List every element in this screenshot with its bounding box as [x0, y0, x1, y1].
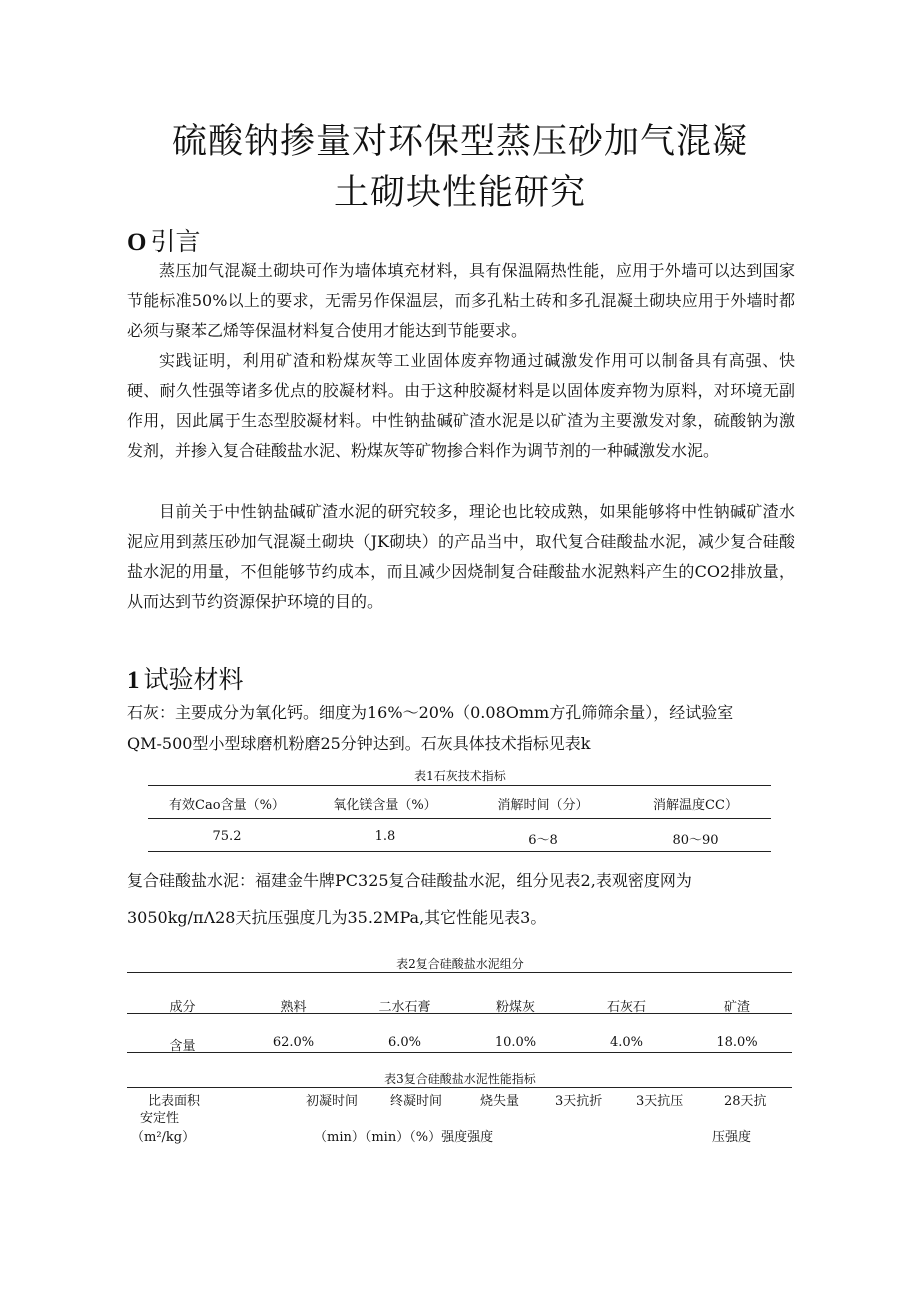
table3-unit-surface: （m²∕kg） — [131, 1130, 196, 1145]
table2-header: 粉煤灰 — [495, 1000, 535, 1015]
table2-header: 熟料 — [280, 1000, 307, 1015]
table2-value: 62.0% — [272, 1035, 315, 1050]
table3-units-row: （min）（min）（%）强度强度 — [314, 1130, 494, 1145]
table1-header: 消解温度CC） — [653, 798, 738, 813]
table2-value: 6.0% — [387, 1035, 422, 1050]
cement-description-line1: 复合硅酸盐水泥：福建金牛牌PC325复合硅酸盐水泥，组分见表2,表观密度网为 — [127, 871, 692, 890]
table2-value: 18.0% — [716, 1035, 758, 1050]
table1-value: 1.8 — [374, 829, 396, 844]
table3-top-rule — [127, 1087, 792, 1088]
cement-description-line2: 3050kg∕πΛ28天抗压强度几为35.2MPa,其它性能见表3。 — [127, 908, 547, 927]
section-title: 引言 — [150, 227, 201, 256]
table3-header-28d-cont: 压强度 — [712, 1130, 752, 1145]
section-heading-intro — [127, 222, 200, 258]
table2-header-rule — [127, 1013, 792, 1014]
table1-header: 消解时间（分） — [497, 798, 589, 813]
table2-header: 石灰石 — [606, 1000, 646, 1015]
table2-bottom-rule — [127, 1052, 792, 1053]
table2-value: 4.0% — [609, 1035, 644, 1050]
table3-header-initial-set: 初凝时间 — [306, 1094, 359, 1109]
section-number: 1 — [127, 667, 140, 694]
lime-description-line1: 石灰：主要成分为氧化钙。细度为16%～20%（0.08Omm方孔筛筛余量），经试验室 — [127, 703, 734, 722]
table2-header: 二水石膏 — [378, 1000, 431, 1015]
intro-paragraph-1: 蒸压加气混凝土砌块可作为墙体填充材料，具有保温隔热性能，应用于外墙可以达到国家节能标准50%以上的要求，无需另作保温层，而多孔粘土砖和多孔混凝土砌块应用于外墙时都必须与聚苯乙烯等保温材料复合使用才能达到节能要求。 — [127, 261, 795, 340]
table1-header: 氧化镁含量（%） — [333, 798, 437, 813]
table3-header-final-set: 终凝时间 — [390, 1094, 443, 1109]
table3-header-loss: 烧失量 — [480, 1094, 520, 1109]
table1-header: 有效Cao含量（%） — [169, 798, 285, 813]
table1-bottom-rule — [148, 851, 771, 852]
table3-header-specific-surface: 比表面积 — [148, 1094, 201, 1109]
intro-paragraph-3: 目前关于中性钠盐碱矿渣水泥的研究较多，理论也比较成熟，如果能够将中性钠碱矿渣水泥应用到蒸压砂加气混凝土砌块（JK砌块）的产品当中，取代复合硅酸盐水泥，减少复合硅酸盐水泥的用量，不但能够节约成本，而且减少因烧制复合硅酸盐水泥熟料产生的CO2排放量，从而达到节约资源保护环境的目的。 — [127, 502, 795, 611]
table1-value: 80～90 — [672, 833, 719, 848]
table1-value: 75.2 — [212, 829, 242, 844]
table3-header-soundness: 安定性 — [140, 1111, 180, 1126]
section-number: O — [127, 229, 147, 256]
table2-value: 10.0% — [494, 1035, 537, 1050]
table1-caption: 表1石灰技术指标 — [414, 769, 506, 783]
table3-header-28d: 28天抗 — [724, 1094, 767, 1109]
table3-header-3d-compressive: 3天抗压 — [636, 1094, 684, 1109]
lime-description-line2: QM-500型小型球磨机粉磨25分钟达到。石灰具体技术指标见表k — [127, 734, 591, 753]
table2-header: 成分 — [169, 1000, 196, 1015]
paper-title-line1: 硫酸钠掺量对环保型蒸压砂加气混凝 — [171, 122, 748, 162]
table2-caption: 表2复合硅酸盐水泥组分 — [396, 957, 524, 971]
table1-value: 6～8 — [528, 833, 558, 848]
section-heading-materials — [127, 660, 244, 696]
table3-caption: 表3复合硅酸盐水泥性能指标 — [384, 1072, 536, 1086]
table3-header-3d-flexural: 3天抗折 — [555, 1094, 603, 1109]
table1-header-rule — [148, 818, 771, 819]
table2-top-rule — [127, 972, 792, 973]
table2-value: 含量 — [169, 1039, 196, 1054]
intro-paragraph-2: 实践证明，利用矿渣和粉煤灰等工业固体废弃物通过碱激发作用可以制备具有高强、快硬、耐久性强等诸多优点的胶凝材料。由于这种胶凝材料是以固体废弃物为原料，对环境无副作用，因此属于生态型胶凝材料。中性钠盐碱矿渣水泥是以矿渣为主要激发对象，硫酸钠为激发剂，并掺入复合硅酸盐水泥、粉煤灰等矿物掺合料作为调节剂的一种碱激发水泥。 — [127, 351, 795, 460]
table2-header: 矿渣 — [723, 1000, 750, 1015]
section-title: 试验材料 — [143, 665, 244, 694]
table1-top-rule — [148, 785, 771, 786]
paper-title-line2: 土砌块性能研究 — [333, 173, 586, 213]
